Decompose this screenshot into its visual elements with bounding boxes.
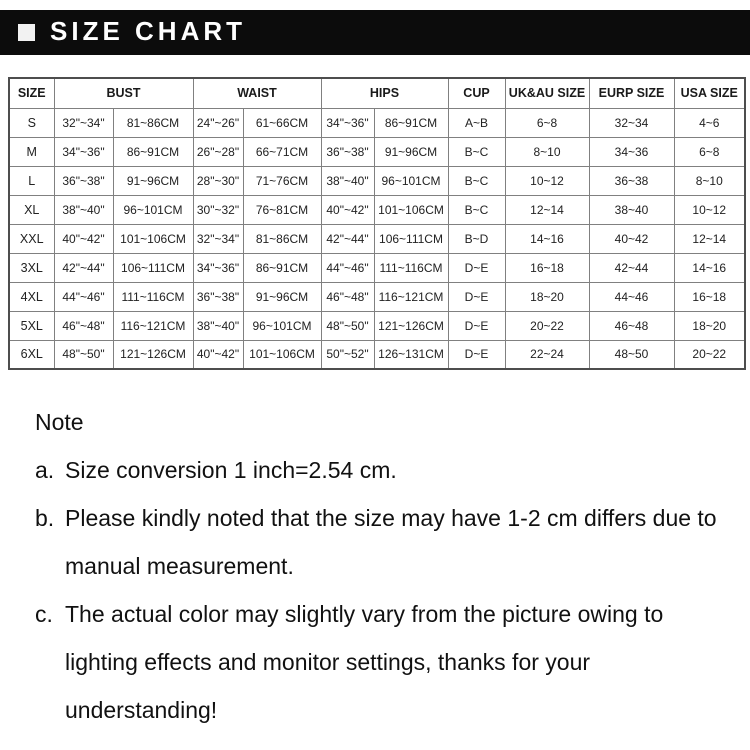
note-text: Please kindly noted that the size may have 1-2 cm differs due to manual measurement. [65,505,717,579]
value-cell: 86~91CM [113,137,193,166]
value-cell: 116~121CM [374,282,448,311]
value-cell: 46"~48" [321,282,374,311]
note-label: a. [35,457,55,483]
value-cell: 38"~40" [54,195,113,224]
value-cell: D~E [448,282,505,311]
table-row [9,282,745,311]
value-cell: 44"~46" [54,282,113,311]
value-cell: 34"~36" [321,108,374,137]
value-cell: 38"~40" [193,311,243,340]
table-row [9,137,745,166]
value-cell: 40"~42" [54,224,113,253]
table-row [9,195,745,224]
value-cell: 111~116CM [113,282,193,311]
value-cell: 91~96CM [243,282,321,311]
size-cell: XXL [9,224,54,253]
value-cell: 28"~30" [193,166,243,195]
value-cell: 10~12 [674,195,745,224]
value-cell: 101~106CM [113,224,193,253]
value-cell: 101~106CM [243,340,321,369]
value-cell: 6~8 [505,108,589,137]
value-cell: 44~46 [589,282,674,311]
value-cell: 12~14 [674,224,745,253]
value-cell: 96~101CM [374,166,448,195]
size-cell: M [9,137,54,166]
value-cell: 121~126CM [374,311,448,340]
value-cell: 86~91CM [243,253,321,282]
note-label: c. [35,601,53,627]
column-header: CUP [448,78,505,108]
value-cell: B~C [448,137,505,166]
value-cell: 36"~38" [193,282,243,311]
value-cell: 14~16 [674,253,745,282]
value-cell: 32"~34" [193,224,243,253]
value-cell: 14~16 [505,224,589,253]
value-cell: D~E [448,253,505,282]
value-cell: 12~14 [505,195,589,224]
value-cell: 4~6 [674,108,745,137]
note-item [35,590,725,734]
value-cell: B~C [448,166,505,195]
notes-section [35,398,725,734]
notes-list [35,446,725,734]
value-cell: 18~20 [674,311,745,340]
square-bullet-icon [18,24,35,41]
value-cell: B~C [448,195,505,224]
table-row [9,108,745,137]
note-item [35,446,725,494]
size-cell: 6XL [9,340,54,369]
value-cell: D~E [448,340,505,369]
note-label: b. [35,505,55,531]
column-header: HIPS [321,78,448,108]
value-cell: 81~86CM [113,108,193,137]
value-cell: 91~96CM [374,137,448,166]
value-cell: 66~71CM [243,137,321,166]
value-cell: 30"~32" [193,195,243,224]
value-cell: 76~81CM [243,195,321,224]
value-cell: 34~36 [589,137,674,166]
size-cell: L [9,166,54,195]
value-cell: 42"~44" [54,253,113,282]
value-cell: 81~86CM [243,224,321,253]
value-cell: 61~66CM [243,108,321,137]
value-cell: 126~131CM [374,340,448,369]
value-cell: 42"~44" [321,224,374,253]
column-header: BUST [54,78,193,108]
size-cell: 5XL [9,311,54,340]
value-cell: 42~44 [589,253,674,282]
value-cell: 121~126CM [113,340,193,369]
value-cell: 26"~28" [193,137,243,166]
value-cell: 20~22 [674,340,745,369]
page-title: SIZE CHART [50,16,246,46]
value-cell: 48~50 [589,340,674,369]
value-cell: 106~111CM [374,224,448,253]
value-cell: 106~111CM [113,253,193,282]
title-bar [0,10,750,55]
note-text: The actual color may slightly vary from the picture owing to lighting effects and monitor settings, thanks for your understanding! [65,601,664,723]
header-row [9,78,745,108]
value-cell: 24"~26" [193,108,243,137]
value-cell: 36"~38" [321,137,374,166]
value-cell: 48"~50" [321,311,374,340]
value-cell: 46~48 [589,311,674,340]
value-cell: 8~10 [505,137,589,166]
size-table-body [9,108,745,369]
value-cell: 40"~42" [193,340,243,369]
table-row [9,253,745,282]
value-cell: 101~106CM [374,195,448,224]
table-row [9,166,745,195]
column-header: UK&AU SIZE [505,78,589,108]
table-row [9,311,745,340]
value-cell: 40~42 [589,224,674,253]
value-cell: 34"~36" [54,137,113,166]
notes-title: Note [35,409,84,435]
value-cell: 48"~50" [54,340,113,369]
value-cell: D~E [448,311,505,340]
value-cell: 16~18 [505,253,589,282]
value-cell: 38~40 [589,195,674,224]
value-cell: 32~34 [589,108,674,137]
value-cell: A~B [448,108,505,137]
size-cell: 3XL [9,253,54,282]
value-cell: 10~12 [505,166,589,195]
value-cell: 96~101CM [113,195,193,224]
value-cell: 96~101CM [243,311,321,340]
size-cell: 4XL [9,282,54,311]
size-table [8,77,746,370]
value-cell: 44"~46" [321,253,374,282]
value-cell: 86~91CM [374,108,448,137]
size-cell: XL [9,195,54,224]
column-header: EURP SIZE [589,78,674,108]
size-table-header [9,78,745,108]
value-cell: 38"~40" [321,166,374,195]
value-cell: 22~24 [505,340,589,369]
value-cell: 46"~48" [54,311,113,340]
value-cell: 34"~36" [193,253,243,282]
value-cell: 36"~38" [54,166,113,195]
value-cell: 20~22 [505,311,589,340]
value-cell: 116~121CM [113,311,193,340]
column-header: USA SIZE [674,78,745,108]
value-cell: 6~8 [674,137,745,166]
value-cell: 8~10 [674,166,745,195]
value-cell: 71~76CM [243,166,321,195]
table-row [9,224,745,253]
value-cell: 91~96CM [113,166,193,195]
value-cell: 16~18 [674,282,745,311]
size-cell: S [9,108,54,137]
value-cell: 111~116CM [374,253,448,282]
note-item [35,494,725,590]
value-cell: 18~20 [505,282,589,311]
value-cell: 32"~34" [54,108,113,137]
value-cell: B~D [448,224,505,253]
value-cell: 40"~42" [321,195,374,224]
column-header: SIZE [9,78,54,108]
note-text: Size conversion 1 inch=2.54 cm. [65,457,397,483]
value-cell: 36~38 [589,166,674,195]
column-header: WAIST [193,78,321,108]
value-cell: 50"~52" [321,340,374,369]
table-row [9,340,745,369]
